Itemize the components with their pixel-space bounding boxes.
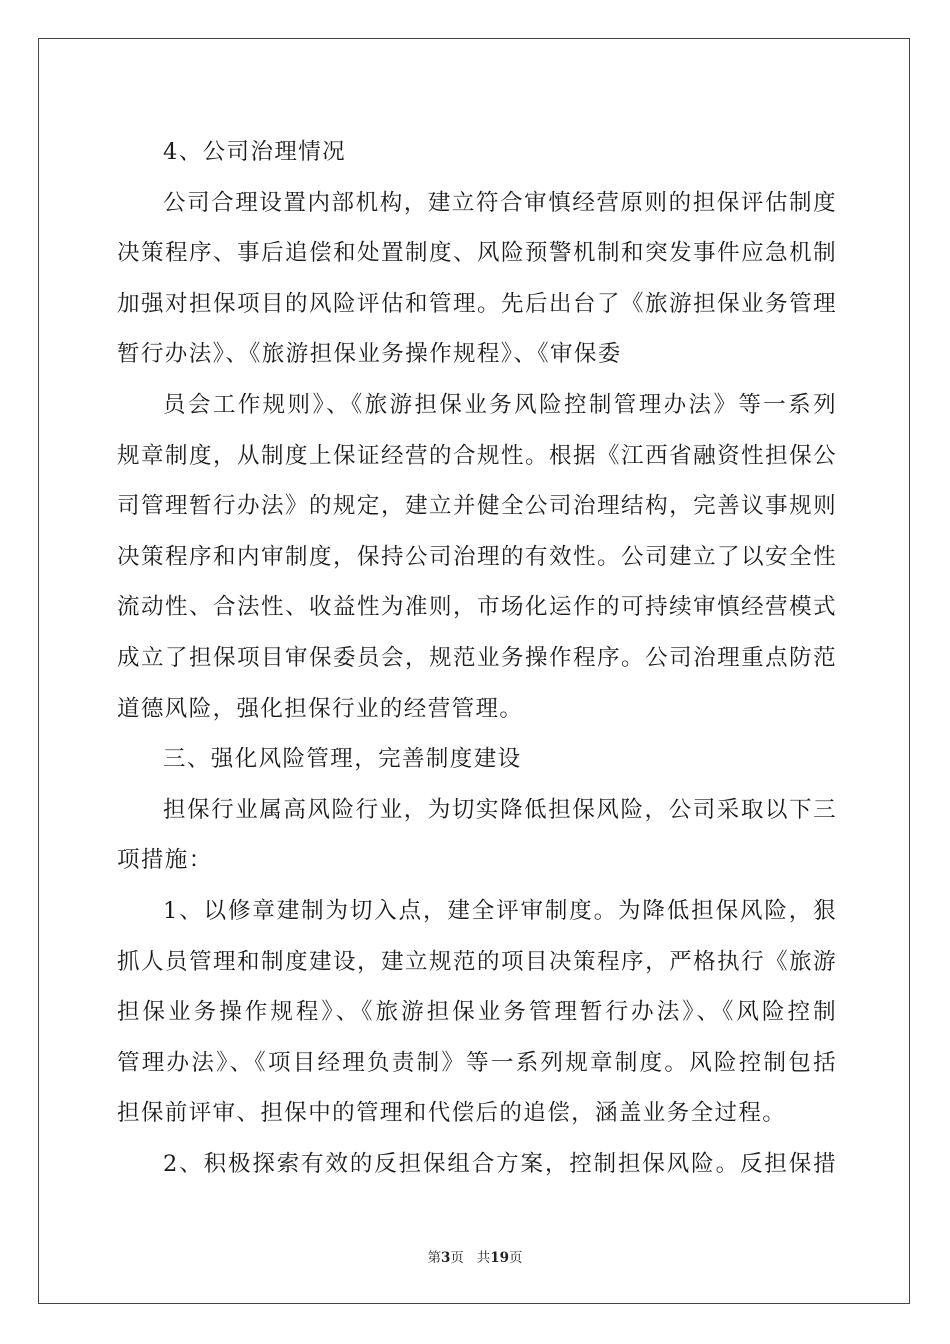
text-line: 项措施： xyxy=(117,847,213,874)
text-line: 担保行业属高风险行业，为切实降低担保风险，公司采取以下三 xyxy=(163,796,837,823)
text-line: 抓人员管理和制度建设，建立规范的项目决策程序，严格执行《旅游 xyxy=(117,948,837,975)
text-line: 2、积极探索有效的反担保组合方案，控制担保风险。反担保措 xyxy=(163,1150,837,1177)
text-line: 管理办法》、《项目经理负责制》等一系列规章制度。风险控制包括 xyxy=(117,1049,837,1076)
text-line: 担保前评审、担保中的管理和代偿后的追偿，涵盖业务全过程。 xyxy=(117,1100,787,1127)
text-line: 暂行办法》、《旅游担保业务操作规程》、《审保委 xyxy=(117,341,622,368)
page-footer xyxy=(0,1248,950,1268)
text-line: 公司合理设置内部机构，建立符合审慎经营原则的担保评估制度 xyxy=(163,189,837,216)
text-line: 4、公司治理情况 xyxy=(163,139,347,165)
footer-prefix: 第 xyxy=(427,1250,441,1266)
text-line: 道德风险，强化担保行业的经营管理。 xyxy=(117,695,524,722)
document-body xyxy=(117,127,837,1189)
text-line: 成立了担保项目审保委员会，规范业务操作程序。公司治理重点防范 xyxy=(117,644,837,671)
footer-mid: 页 共 xyxy=(450,1250,491,1266)
text-line: 流动性、合法性、收益性为准则，市场化运作的可持续审慎经营模式 xyxy=(117,594,837,621)
text-line: 加强对担保项目的风险评估和管理。先后出台了《旅游担保业务管理 xyxy=(117,290,837,317)
text-line: 1、以修章建制为切入点，建全评审制度。为降低担保风险，狠 xyxy=(163,897,837,924)
footer-suffix: 页 xyxy=(509,1250,523,1266)
text-line: 决策程序、事后追偿和处置制度、风险预警机制和突发事件应急机制 xyxy=(117,240,837,267)
text-line: 司管理暂行办法》的规定，建立并健全公司治理结构，完善议事规则 xyxy=(117,493,837,520)
text-line: 员会工作规则》、《旅游担保业务风险控制管理办法》等一系列 xyxy=(163,391,837,418)
current-page-number: 3 xyxy=(440,1250,451,1266)
text-line: 规章制度，从制度上保证经营的合规性。根据《江西省融资性担保公 xyxy=(117,442,837,469)
text-line: 三、强化风险管理，完善制度建设 xyxy=(163,746,522,773)
total-page-number: 19 xyxy=(490,1250,510,1266)
text-line: 决策程序和内审制度，保持公司治理的有效性。公司建立了以安全性 xyxy=(117,543,837,570)
text-line: 担保业务操作规程》、《旅游担保业务管理暂行办法》、《风险控制 xyxy=(117,999,837,1026)
